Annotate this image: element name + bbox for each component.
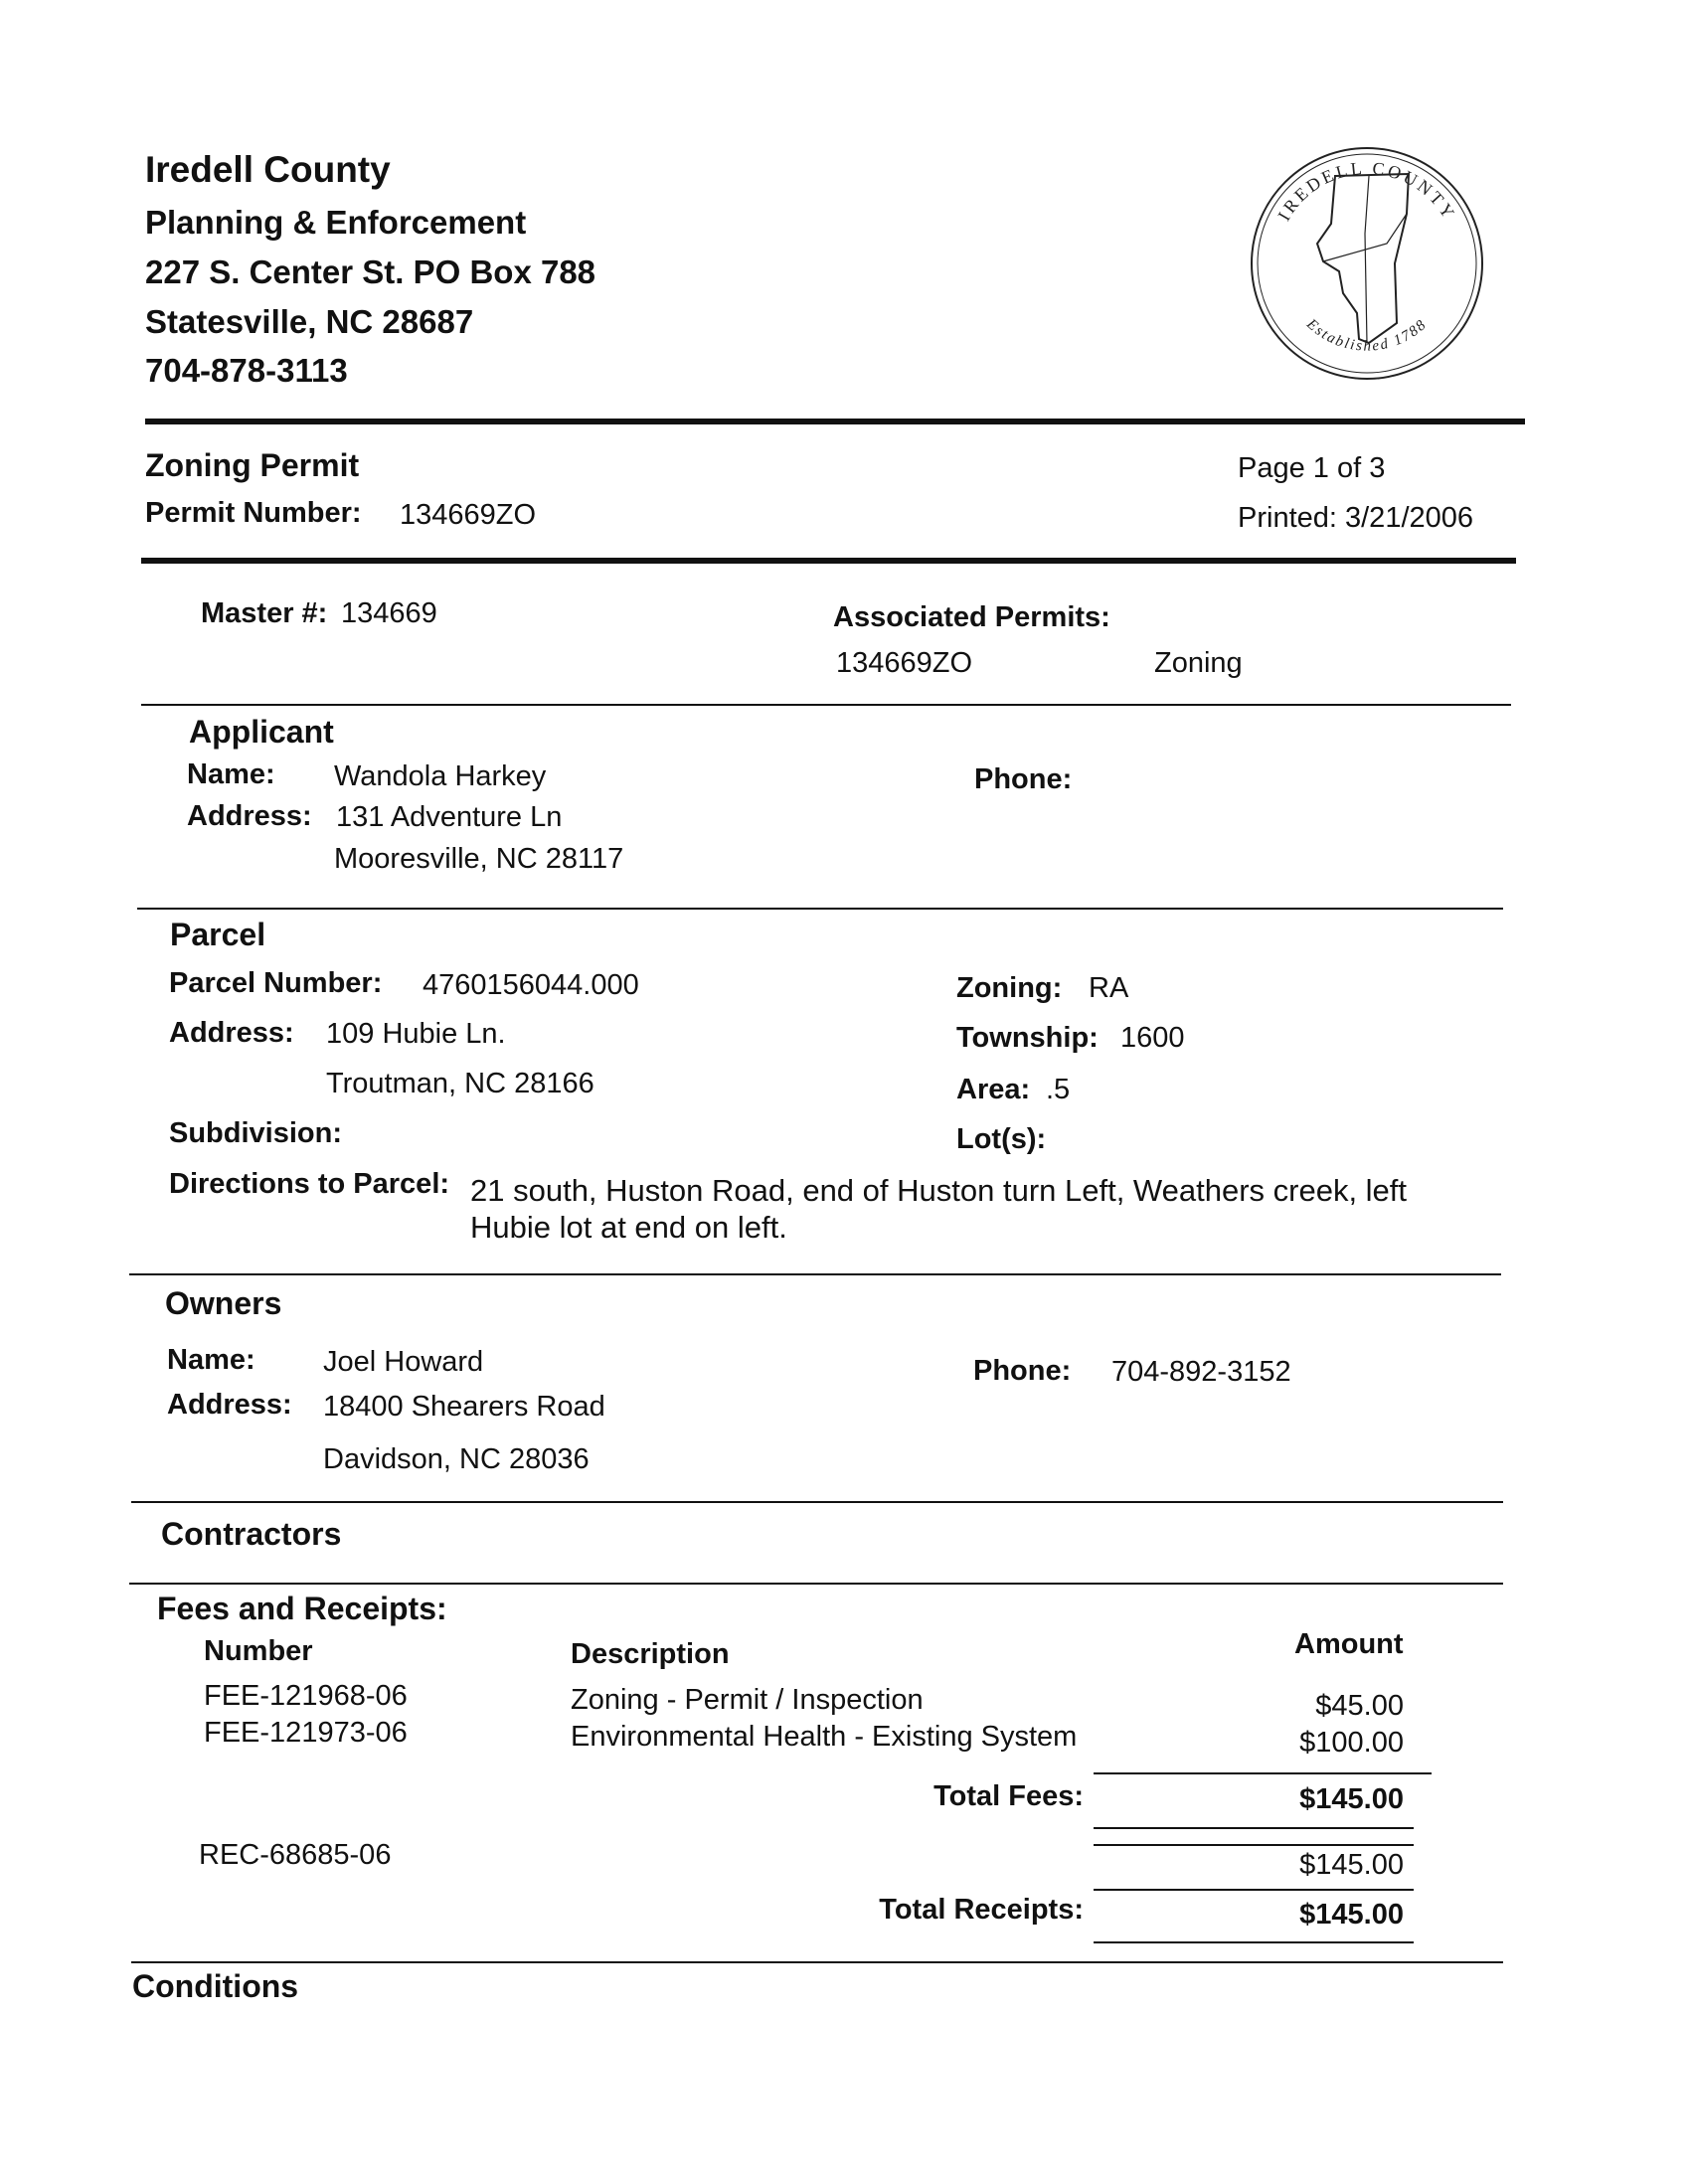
org-name: Iredell County [145, 149, 391, 190]
fee-amount: $45.00 [1315, 1690, 1404, 1722]
fee-amount: $100.00 [1299, 1727, 1404, 1759]
total-receipts-label: Total Receipts: [879, 1894, 1084, 1926]
receipt-rule [1094, 1844, 1414, 1846]
receipt-number: REC-68685-06 [199, 1839, 392, 1871]
owner-name: Joel Howard [323, 1346, 484, 1378]
permit-rule [141, 558, 1516, 564]
receipt-total-rule [1094, 1889, 1414, 1891]
directions-line2: Hubie lot at end on left. [470, 1210, 787, 1245]
associated-permit-number: 134669ZO [836, 647, 973, 679]
township-value: 1600 [1120, 1022, 1185, 1054]
page-indicator: Page 1 of 3 [1238, 452, 1386, 484]
section-divider [129, 1273, 1501, 1275]
fees-col-description: Description [571, 1638, 730, 1670]
section-divider [131, 1501, 1503, 1503]
master-label: Master #: [201, 597, 328, 629]
total-receipts-amount: $145.00 [1299, 1899, 1404, 1931]
owner-phone-label: Phone: [973, 1355, 1072, 1387]
section-divider [141, 704, 1511, 706]
applicant-address-label: Address: [187, 800, 312, 832]
applicant-name: Wandola Harkey [334, 760, 547, 792]
county-seal-icon [1248, 144, 1486, 383]
owner-phone: 704-892-3152 [1111, 1356, 1291, 1388]
parcel-address-line2: Troutman, NC 28166 [326, 1068, 594, 1099]
township-label: Township: [956, 1022, 1099, 1054]
fee-description: Environmental Health - Existing System [571, 1721, 1078, 1753]
section-divider [137, 908, 1503, 910]
org-city: Statesville, NC 28687 [145, 303, 474, 340]
subtotal-rule [1094, 1772, 1432, 1774]
conditions-heading: Conditions [132, 1968, 299, 2004]
area-value: .5 [1046, 1074, 1071, 1105]
total-receipts-rule [1094, 1941, 1414, 1943]
area-label: Area: [956, 1074, 1031, 1105]
subdivision-label: Subdivision: [169, 1117, 342, 1149]
applicant-address-line1: 131 Adventure Ln [336, 801, 563, 833]
parcel-address-label: Address: [169, 1017, 294, 1049]
applicant-phone-label: Phone: [974, 763, 1073, 795]
permit-number-label: Permit Number: [145, 497, 362, 529]
seal-top-text: IREDELL COUNTY [1273, 157, 1460, 225]
section-divider [131, 1961, 1503, 1963]
fees-col-number: Number [204, 1635, 313, 1667]
lots-label: Lot(s): [956, 1123, 1047, 1155]
org-street: 227 S. Center St. PO Box 788 [145, 253, 596, 290]
permit-number: 134669ZO [400, 499, 537, 531]
contractors-heading: Contractors [161, 1516, 342, 1552]
section-divider [129, 1583, 1503, 1585]
receipt-amount: $145.00 [1299, 1849, 1404, 1881]
owners-heading: Owners [165, 1285, 282, 1321]
parcel-number-label: Parcel Number: [169, 967, 383, 999]
fee-number: FEE-121973-06 [204, 1717, 408, 1749]
owner-address-label: Address: [167, 1389, 292, 1421]
associated-permit-type: Zoning [1154, 647, 1243, 679]
header-rule [145, 419, 1525, 424]
total-fees-rule [1094, 1827, 1414, 1829]
associated-permits-label: Associated Permits: [833, 601, 1110, 633]
owner-address-line1: 18400 Shearers Road [323, 1391, 605, 1423]
parcel-address-line1: 109 Hubie Ln. [326, 1018, 506, 1050]
county-outline [1317, 174, 1409, 343]
owner-address-line2: Davidson, NC 28036 [323, 1443, 590, 1475]
zoning-label: Zoning: [956, 972, 1063, 1004]
parcel-number: 4760156044.000 [423, 969, 639, 1001]
fee-description: Zoning - Permit / Inspection [571, 1684, 924, 1716]
zoning-value: RA [1089, 972, 1129, 1004]
directions-line1: 21 south, Huston Road, end of Huston turn Left, Weathers creek, left [470, 1173, 1408, 1208]
seal-bottom-text: Established 1788 [1303, 316, 1431, 355]
applicant-address-line2: Mooresville, NC 28117 [334, 843, 624, 875]
printed-date: Printed: 3/21/2006 [1238, 502, 1474, 534]
fees-heading: Fees and Receipts: [157, 1591, 447, 1626]
total-fees-amount: $145.00 [1299, 1783, 1404, 1815]
parcel-heading: Parcel [170, 917, 266, 952]
directions-label: Directions to Parcel: [169, 1168, 450, 1200]
master-number: 134669 [341, 597, 437, 629]
applicant-name-label: Name: [187, 758, 275, 790]
fees-col-amount: Amount [1294, 1628, 1404, 1660]
total-fees-label: Total Fees: [933, 1780, 1084, 1812]
applicant-heading: Applicant [189, 714, 334, 750]
owner-name-label: Name: [167, 1344, 255, 1376]
fee-number: FEE-121968-06 [204, 1680, 408, 1712]
department-name: Planning & Enforcement [145, 204, 527, 241]
permit-title: Zoning Permit [145, 447, 360, 483]
org-phone: 704-878-3113 [145, 352, 348, 389]
